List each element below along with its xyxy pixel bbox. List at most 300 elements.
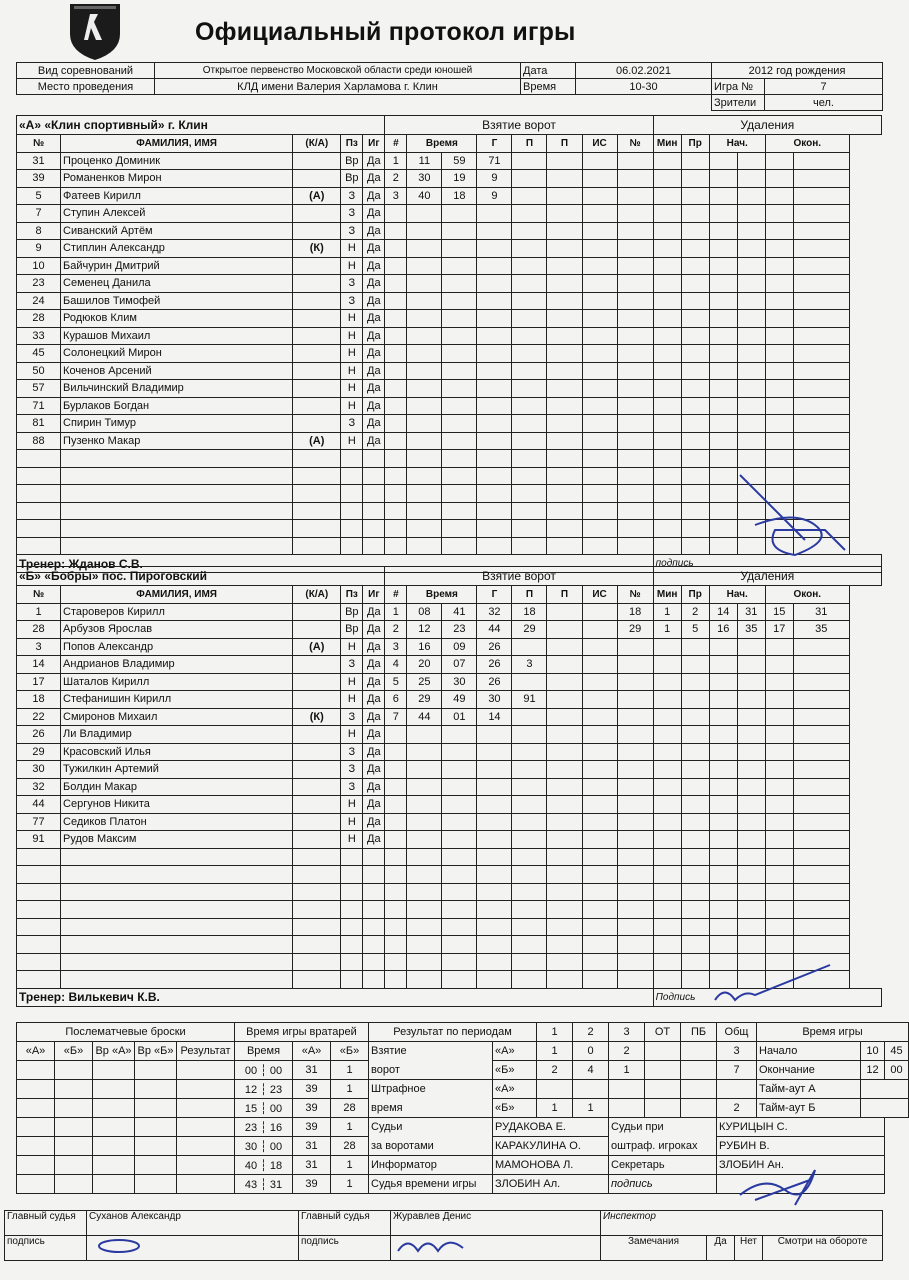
penalty-cell bbox=[681, 537, 709, 555]
col-pen-start: Нач. bbox=[709, 135, 765, 153]
goal-number bbox=[385, 866, 407, 884]
goal-cell bbox=[547, 778, 582, 796]
goalie-a: 39 bbox=[293, 1080, 331, 1099]
goal-situation bbox=[582, 170, 617, 188]
penalty-cell bbox=[681, 883, 709, 901]
penalty-cell bbox=[681, 971, 709, 989]
player-role: (А) bbox=[293, 638, 341, 656]
player-number: 29 bbox=[17, 743, 61, 761]
player-number bbox=[17, 936, 61, 954]
penalty-player: 29 bbox=[617, 621, 653, 639]
penalty-cell bbox=[737, 345, 765, 363]
penalty-cell bbox=[709, 778, 737, 796]
player-role bbox=[293, 520, 341, 538]
goalie-a: 39 bbox=[293, 1118, 331, 1137]
player-name bbox=[61, 537, 293, 555]
player-played bbox=[363, 971, 385, 989]
player-name: Болдин Макар bbox=[61, 778, 293, 796]
player-position: Н bbox=[341, 691, 363, 709]
goal-minute: 25 bbox=[407, 673, 442, 691]
penalty-cell bbox=[737, 152, 765, 170]
player-role bbox=[293, 292, 341, 310]
player-name: Стефанишин Кирилл bbox=[61, 691, 293, 709]
shootout-cell bbox=[93, 1080, 135, 1099]
goal-cell bbox=[442, 883, 477, 901]
player-number: 18 bbox=[17, 691, 61, 709]
player-role bbox=[293, 673, 341, 691]
col-game-situation: ИС bbox=[582, 135, 617, 153]
player-role bbox=[293, 656, 341, 674]
player-played bbox=[363, 883, 385, 901]
player-position bbox=[341, 971, 363, 989]
player-number bbox=[17, 866, 61, 884]
time-label: Время bbox=[521, 79, 576, 95]
goal-cell bbox=[477, 257, 512, 275]
period-head: 2 bbox=[573, 1023, 609, 1042]
penalty-cell bbox=[793, 848, 849, 866]
goal-number bbox=[385, 936, 407, 954]
goal-number bbox=[385, 380, 407, 398]
goal-cell bbox=[582, 432, 617, 450]
penalty-cell bbox=[793, 761, 849, 779]
player-played bbox=[363, 520, 385, 538]
goal-cell bbox=[582, 796, 617, 814]
player-name: Семенец Данила bbox=[61, 275, 293, 293]
penalty-cell bbox=[765, 205, 793, 223]
player-position: Н bbox=[341, 345, 363, 363]
player-name: Рудов Максим bbox=[61, 831, 293, 849]
penalty-cell bbox=[653, 796, 681, 814]
goal-cell bbox=[547, 953, 582, 971]
col-goal-scorer: Г bbox=[477, 586, 512, 604]
penalty-cell bbox=[765, 467, 793, 485]
goal-cell bbox=[582, 936, 617, 954]
penalty-cell bbox=[709, 345, 737, 363]
penalty-cell bbox=[765, 362, 793, 380]
player-name: Романенков Мирон bbox=[61, 170, 293, 188]
goal-cell bbox=[477, 537, 512, 555]
penalty-cell bbox=[653, 673, 681, 691]
goal-cell bbox=[442, 432, 477, 450]
player-number bbox=[17, 450, 61, 468]
goal-situation bbox=[582, 187, 617, 205]
player-position: З bbox=[341, 292, 363, 310]
player-position: Н bbox=[341, 673, 363, 691]
goal-cell bbox=[547, 537, 582, 555]
player-played: Да bbox=[363, 292, 385, 310]
goal-cell bbox=[547, 918, 582, 936]
remarks-yes: Да bbox=[707, 1236, 735, 1261]
goal-cell bbox=[477, 467, 512, 485]
shootout-cell bbox=[55, 1137, 93, 1156]
player-position: З bbox=[341, 761, 363, 779]
player-played: Да bbox=[363, 310, 385, 328]
player-played bbox=[363, 450, 385, 468]
competition-value: Открытое первенство Московской области среди юношей bbox=[155, 63, 521, 79]
goal-cell bbox=[512, 310, 547, 328]
player-name: Родюков Клим bbox=[61, 310, 293, 328]
player-position: Н bbox=[341, 796, 363, 814]
goalie-minute: 00 bbox=[244, 1064, 258, 1077]
penalty-cell bbox=[709, 432, 737, 450]
goal-cell bbox=[582, 848, 617, 866]
penalty-cell bbox=[653, 362, 681, 380]
penalty-cell bbox=[681, 520, 709, 538]
penalty-cell bbox=[737, 292, 765, 310]
goal-assist-1 bbox=[512, 673, 547, 691]
player-name bbox=[61, 953, 293, 971]
shootout-head: «Б» bbox=[55, 1042, 93, 1061]
goal-cell bbox=[547, 520, 582, 538]
goal-cell bbox=[582, 397, 617, 415]
penalty-cell bbox=[681, 327, 709, 345]
goal-minute bbox=[407, 467, 442, 485]
player-played: Да bbox=[363, 415, 385, 433]
goal-minute bbox=[407, 450, 442, 468]
place-label: Место проведения bbox=[17, 79, 155, 95]
player-played: Да bbox=[363, 240, 385, 258]
goal-cell bbox=[547, 327, 582, 345]
penalty-cell bbox=[737, 848, 765, 866]
player-role bbox=[293, 205, 341, 223]
goalie-head: Время bbox=[235, 1042, 293, 1061]
period-head: 1 bbox=[537, 1023, 573, 1042]
goal-number bbox=[385, 240, 407, 258]
penalty-cell bbox=[737, 726, 765, 744]
goal-scorer: 26 bbox=[477, 656, 512, 674]
penalty-cell bbox=[681, 673, 709, 691]
penalty-cell bbox=[681, 918, 709, 936]
goalie-b: 1 bbox=[331, 1156, 369, 1175]
secretary-name: ЗЛОБИН Ан. bbox=[717, 1156, 885, 1175]
player-row bbox=[17, 362, 882, 380]
goal-assist-2 bbox=[547, 691, 582, 709]
goal-minute: 40 bbox=[407, 187, 442, 205]
goalie-minute: 23 bbox=[244, 1121, 258, 1134]
col-position: Пз bbox=[341, 586, 363, 604]
goal-assist-2 bbox=[547, 152, 582, 170]
penalty-cell bbox=[681, 205, 709, 223]
penalty-cell bbox=[709, 761, 737, 779]
penalty-cell bbox=[737, 310, 765, 328]
goal-second: 09 bbox=[442, 638, 477, 656]
penalty-cell bbox=[737, 502, 765, 520]
player-position: Н bbox=[341, 638, 363, 656]
penalty-cell bbox=[793, 673, 849, 691]
penalty-cell bbox=[681, 936, 709, 954]
penalty-cell bbox=[709, 240, 737, 258]
goal-number bbox=[385, 778, 407, 796]
player-name: Проценко Доминик bbox=[61, 152, 293, 170]
player-row bbox=[17, 520, 882, 538]
penalty-cell bbox=[765, 257, 793, 275]
player-row bbox=[17, 222, 882, 240]
goal-cell bbox=[512, 240, 547, 258]
player-role: (К) bbox=[293, 240, 341, 258]
penalty-cell bbox=[765, 656, 793, 674]
penalty-cell bbox=[653, 380, 681, 398]
penalty-cell bbox=[681, 502, 709, 520]
col-assist-1: П bbox=[512, 586, 547, 604]
goal-judges-label: Судьи bbox=[369, 1118, 493, 1137]
goal-cell bbox=[582, 345, 617, 363]
player-position: З bbox=[341, 187, 363, 205]
penalty-cell bbox=[737, 953, 765, 971]
goal-cell bbox=[442, 467, 477, 485]
penalty-cell bbox=[709, 222, 737, 240]
penalty-cell bbox=[709, 485, 737, 503]
goal-minute: 20 bbox=[407, 656, 442, 674]
penalty-cell bbox=[737, 831, 765, 849]
goal-second: 18 bbox=[442, 187, 477, 205]
goal-situation bbox=[582, 708, 617, 726]
player-number: 17 bbox=[17, 673, 61, 691]
player-played bbox=[363, 848, 385, 866]
penalty-reason: 5 bbox=[681, 621, 709, 639]
goal-assist-2 bbox=[547, 170, 582, 188]
player-role bbox=[293, 936, 341, 954]
col-number: № bbox=[17, 135, 61, 153]
player-number bbox=[17, 485, 61, 503]
penalty-start-second: 31 bbox=[737, 603, 765, 621]
time-separator: ┆ bbox=[257, 1121, 270, 1134]
goal-minute bbox=[407, 397, 442, 415]
goal-number bbox=[385, 813, 407, 831]
inspector-label: Инспектор bbox=[601, 1211, 883, 1236]
penalty-cell bbox=[765, 901, 793, 919]
shootout-cell bbox=[135, 1061, 177, 1080]
penalty-cell bbox=[737, 537, 765, 555]
goal-second: 49 bbox=[442, 691, 477, 709]
player-number bbox=[17, 502, 61, 520]
player-played: Да bbox=[363, 603, 385, 621]
goal-cell bbox=[512, 901, 547, 919]
penalty-cell bbox=[737, 918, 765, 936]
goal-cell bbox=[512, 502, 547, 520]
shootout-cell bbox=[177, 1118, 235, 1137]
penalty-cell bbox=[793, 537, 849, 555]
penalty-cell bbox=[617, 205, 653, 223]
player-position bbox=[341, 485, 363, 503]
penalty-cell bbox=[737, 222, 765, 240]
player-role bbox=[293, 778, 341, 796]
penalty-cell bbox=[617, 537, 653, 555]
penalty-cell bbox=[681, 796, 709, 814]
goalie-change-time bbox=[235, 1080, 293, 1099]
player-number: 81 bbox=[17, 415, 61, 433]
goal-cell bbox=[512, 327, 547, 345]
see-back-label: Смотри на обороте bbox=[763, 1236, 883, 1261]
period-pen-b: 1 bbox=[573, 1099, 609, 1118]
penalty-cell bbox=[681, 187, 709, 205]
penalty-cell bbox=[653, 170, 681, 188]
penalty-cell bbox=[793, 170, 849, 188]
goal-minute bbox=[407, 831, 442, 849]
player-played: Да bbox=[363, 170, 385, 188]
period-pen-a bbox=[645, 1080, 681, 1099]
penalty-cell bbox=[709, 918, 737, 936]
secretary-signature-cell bbox=[717, 1175, 885, 1194]
goal-number bbox=[385, 502, 407, 520]
date-label: Дата bbox=[521, 63, 576, 79]
penalty-cell bbox=[653, 848, 681, 866]
penalties-section-title: Удаления bbox=[653, 567, 881, 586]
goal-minute bbox=[407, 761, 442, 779]
player-position: Н bbox=[341, 831, 363, 849]
shootout-cell bbox=[55, 1175, 93, 1194]
goal-minute bbox=[407, 901, 442, 919]
goal-cell bbox=[477, 275, 512, 293]
goalie-a: 31 bbox=[293, 1137, 331, 1156]
main-referee-2-signature bbox=[391, 1236, 601, 1261]
shootout-head: «А» bbox=[17, 1042, 55, 1061]
penalty-cell bbox=[793, 883, 849, 901]
goal-cell bbox=[512, 415, 547, 433]
penalty-cell bbox=[737, 362, 765, 380]
penalty-cell bbox=[737, 901, 765, 919]
penalty-cell bbox=[709, 813, 737, 831]
shootout-cell bbox=[177, 1175, 235, 1194]
player-row bbox=[17, 345, 882, 363]
goal-cell bbox=[442, 778, 477, 796]
player-row bbox=[17, 796, 882, 814]
place-value: КЛД имени Валерия Харламова г. Клин bbox=[155, 79, 521, 95]
goal-number bbox=[385, 467, 407, 485]
goal-cell bbox=[477, 415, 512, 433]
penalty-cell bbox=[617, 638, 653, 656]
goal-cell bbox=[442, 485, 477, 503]
player-role bbox=[293, 485, 341, 503]
penalty-cell bbox=[793, 638, 849, 656]
penalty-cell bbox=[681, 901, 709, 919]
col-played: Иг bbox=[363, 135, 385, 153]
penalty-cell bbox=[793, 743, 849, 761]
shootout-cell bbox=[177, 1099, 235, 1118]
goal-cell bbox=[582, 778, 617, 796]
player-row bbox=[17, 170, 882, 188]
timeout-b-value bbox=[861, 1099, 909, 1118]
penalty-start-minute: 14 bbox=[709, 603, 737, 621]
goal-cell bbox=[442, 726, 477, 744]
player-played bbox=[363, 901, 385, 919]
player-name bbox=[61, 520, 293, 538]
player-row bbox=[17, 621, 882, 639]
player-number: 39 bbox=[17, 170, 61, 188]
timekeeper-name: ЗЛОБИН Ал. bbox=[493, 1175, 609, 1194]
penalty-cell bbox=[617, 918, 653, 936]
goalie-head: «А» bbox=[293, 1042, 331, 1061]
player-row bbox=[17, 467, 882, 485]
player-played: Да bbox=[363, 222, 385, 240]
penalties-section-title: Удаления bbox=[653, 116, 881, 135]
goal-number bbox=[385, 743, 407, 761]
player-name bbox=[61, 901, 293, 919]
penalty-cell bbox=[653, 901, 681, 919]
penalty-cell bbox=[709, 292, 737, 310]
time-separator: ┆ bbox=[257, 1140, 270, 1153]
player-name: Солонецкий Мирон bbox=[61, 345, 293, 363]
goal-number: 4 bbox=[385, 656, 407, 674]
player-number: 57 bbox=[17, 380, 61, 398]
goal-number bbox=[385, 345, 407, 363]
shootout-cell bbox=[55, 1099, 93, 1118]
col-name: ФАМИЛИЯ, ИМЯ bbox=[61, 135, 293, 153]
goal-cell bbox=[512, 397, 547, 415]
penalty-cell bbox=[653, 450, 681, 468]
penalty-cell bbox=[617, 485, 653, 503]
goal-number bbox=[385, 275, 407, 293]
player-row bbox=[17, 866, 882, 884]
penalty-cell bbox=[737, 743, 765, 761]
goal-cell bbox=[442, 901, 477, 919]
player-name bbox=[61, 883, 293, 901]
goalie-minute: 12 bbox=[244, 1083, 258, 1096]
penalty-cell bbox=[617, 345, 653, 363]
date-value: 06.02.2021 bbox=[576, 63, 712, 79]
player-name: Байчурин Дмитрий bbox=[61, 257, 293, 275]
goal-cell bbox=[442, 971, 477, 989]
goalie-a: 31 bbox=[293, 1061, 331, 1080]
goal-minute bbox=[407, 327, 442, 345]
goal-cell bbox=[582, 866, 617, 884]
goal-number bbox=[385, 485, 407, 503]
goal-cell bbox=[582, 275, 617, 293]
penalty-cell bbox=[737, 708, 765, 726]
goal-assist-1 bbox=[512, 187, 547, 205]
goal-cell bbox=[512, 796, 547, 814]
penalty-cell bbox=[617, 953, 653, 971]
penalty-cell bbox=[681, 656, 709, 674]
player-name: Шаталов Кирилл bbox=[61, 673, 293, 691]
goal-cell bbox=[547, 345, 582, 363]
goal-minute bbox=[407, 502, 442, 520]
penalty-cell bbox=[737, 971, 765, 989]
goal-cell bbox=[547, 450, 582, 468]
goal-second: 07 bbox=[442, 656, 477, 674]
penalty-cell bbox=[737, 432, 765, 450]
player-row bbox=[17, 187, 882, 205]
penalty-cell bbox=[617, 901, 653, 919]
player-row bbox=[17, 831, 882, 849]
penalty-cell bbox=[765, 170, 793, 188]
penalty-cell bbox=[793, 708, 849, 726]
goal-cell bbox=[547, 848, 582, 866]
player-name: Башилов Тимофей bbox=[61, 292, 293, 310]
goalie-a: 39 bbox=[293, 1099, 331, 1118]
col-game-situation: ИС bbox=[582, 586, 617, 604]
goalie-second: 23 bbox=[269, 1083, 283, 1096]
player-number: 45 bbox=[17, 345, 61, 363]
goal-cell bbox=[442, 380, 477, 398]
goal-assist-1 bbox=[512, 708, 547, 726]
player-number: 31 bbox=[17, 152, 61, 170]
period-pen-b: 2 bbox=[717, 1099, 757, 1118]
goal-second: 59 bbox=[442, 152, 477, 170]
player-played: Да bbox=[363, 726, 385, 744]
goal-number bbox=[385, 205, 407, 223]
penalty-cell bbox=[793, 205, 849, 223]
goal-cell bbox=[477, 327, 512, 345]
goal-minute bbox=[407, 936, 442, 954]
penalty-cell bbox=[765, 345, 793, 363]
goal-cell bbox=[547, 726, 582, 744]
goal-cell bbox=[442, 936, 477, 954]
goalie-change-time bbox=[235, 1137, 293, 1156]
penalty-cell bbox=[709, 327, 737, 345]
penalty-cell bbox=[737, 275, 765, 293]
player-name bbox=[61, 866, 293, 884]
player-role bbox=[293, 310, 341, 328]
